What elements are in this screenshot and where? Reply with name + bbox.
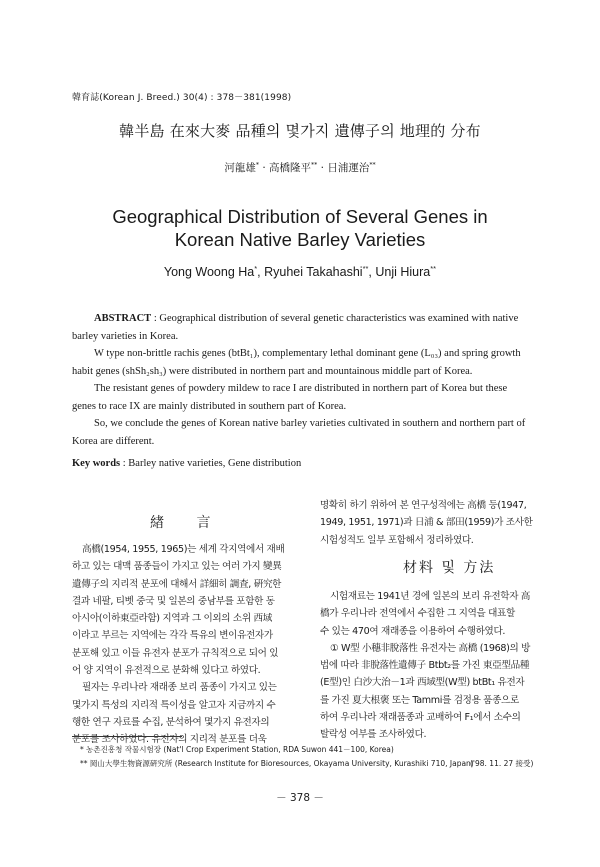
intro-continued: [320, 497, 538, 549]
body-line: 시험성적도 일부 포함해서 정리하였다.: [320, 534, 474, 546]
body-line: 수 있는 470여 재래종을 이용하여 수행하였다.: [320, 625, 506, 637]
author-name: Unji Hiura: [375, 265, 431, 280]
body-line: 몇가지 특성의 지리적 특이성을 알고자 지금까지 수: [72, 699, 276, 711]
abstract: [72, 310, 530, 450]
abstract-paragraph: [72, 310, 530, 345]
body-line: 행한 연구 자료를 수집, 분석하여 몇가지 유전자의: [72, 716, 270, 728]
title-line: Geographical Distribution of Several Genes in: [112, 206, 488, 227]
body-line: 橋가 우리나라 전역에서 수집한 그 지역을 대표할: [320, 608, 515, 620]
separator: ·: [259, 162, 270, 174]
body-line: 시험재료는 1941년 경에 일본의 보리 유전학자 高: [330, 591, 531, 602]
received-date: ('98. 11. 27 接受): [470, 759, 534, 768]
body-line: (E型)인 白沙大治－1과 西域型(W型) btBt₁ 유전자: [320, 677, 525, 689]
affiliation-mark: **: [311, 161, 318, 169]
affiliation-mark: **: [369, 161, 376, 169]
title-line: Korean Native Barley Varieties: [174, 229, 426, 250]
abstract-paragraph: W type non-brittle rachis genes (btBt₁), complementary lethal dominant gene (L₀₃) and spring growth habit genes (shSh₂sh₃) were distributed in northern part and mountainous middle part of Korea.: [72, 348, 521, 377]
author-name: 河龍雄: [224, 162, 256, 174]
korean-title: 韓半島 在來大麥 品種의 몇가지 遺傳子의 地理的 分布: [119, 122, 481, 140]
body-line: ① W型 小穗非脫落性 유전자는 高橋 (1968)의 방: [330, 642, 531, 654]
english-title: [0, 205, 600, 251]
abstract-text: : Geographical distribution of several genetic characteristics was examined with native barley varieties in Korea.: [72, 313, 519, 342]
separator: ,: [368, 265, 376, 280]
footnote-divider: [72, 736, 182, 737]
keywords: [72, 458, 301, 469]
body-line: 탈락성 여부를 조사하였다.: [320, 729, 427, 741]
body-line: 분포해 있고 이들 유전자 분포가 규칙적으로 되어 있: [72, 647, 279, 659]
body-line: 필자는 우리나라 재래종 보리 품종이 가지고 있는: [82, 682, 277, 694]
body-line: 이라고 부르는 지역에는 각각 특유의 변이유전자가: [72, 630, 273, 642]
affiliation-mark: **: [362, 264, 369, 273]
author-name: Yong Woong Ha: [163, 265, 255, 280]
author-name: 日浦運治: [327, 162, 370, 174]
english-authors: [0, 264, 600, 279]
keywords-text: : Barley native varieties, Gene distribution: [120, 458, 302, 469]
intro-body: [72, 541, 298, 749]
body-line: 하고 있는 대맥 품종들이 가지고 있는 여러 가지 變異: [72, 561, 282, 573]
body-line: 를 가진 夏大根褒 또는 Tammi를 검정용 품종으로: [320, 694, 519, 706]
separator: ·: [317, 162, 328, 174]
body-line: 분포를 조사하였다. 유전자의 지리적 분포를 더욱: [72, 734, 267, 746]
body-line: 결과 네팔, 티벳 중국 및 일본의 중남부를 포함한 동: [72, 595, 275, 607]
abstract-paragraph: So, we conclude the genes of Korean native barley varieties cultivated in southern and northern part of Korea are different.: [72, 418, 526, 447]
korean-authors: [0, 160, 600, 175]
author-name: 高橋隆平: [269, 162, 312, 174]
body-line: 高橋(1954, 1955, 1965)는 세계 각지역에서 재배: [82, 544, 285, 555]
keywords-label: Key words: [72, 458, 121, 469]
body-line: 명확히 하기 위하여 본 연구성적에는 高橋 등(1947,: [320, 500, 527, 511]
affiliation-mark: **: [430, 264, 437, 273]
footnote-2: ** 岡山大學生物資源硏究所 (Research Institute for Bioresources, Okayama University, Kurashiki 710, Japan): [80, 759, 474, 768]
methods-body: [320, 588, 538, 744]
page-number: － 378 －: [276, 792, 324, 804]
methods-heading: 材料 및 方法: [403, 560, 496, 576]
body-line: 遺傳子의 지리적 분포에 대해서 詳細히 調査, 硏究한: [72, 578, 282, 590]
journal-citation: 韓育誌(Korean J. Breed.) 30(4) : 378－381(1998): [72, 93, 292, 103]
body-line: 아시아(이하東亞라함) 지역과 그 이외의 소위 西域: [72, 613, 272, 625]
affiliation-mark: *: [255, 161, 260, 169]
separator: ,: [257, 265, 265, 280]
body-line: 1949, 1951, 1971)과 日浦 & 部田(1959)가 조사한: [320, 517, 533, 529]
author-name: Ryuhei Takahashi: [264, 265, 363, 280]
footnote-1: * 농촌진흥청 작물시험장 (Nat'l Crop Experiment Station, RDA Suwon 441－100, Korea): [80, 745, 394, 754]
abstract-label: ABSTRACT: [94, 313, 152, 324]
intro-heading: 緖 言: [150, 515, 225, 531]
body-line: 법에 따라 非脫落性遺傳子 Btbt₂를 가진 東亞型品種: [320, 660, 530, 672]
body-line: 하여 우리나라 재래품종과 교배하여 F₁에서 소수의: [320, 712, 521, 724]
body-line: 어 양 지역이 유전적으로 분화해 있다고 하였다.: [72, 665, 261, 677]
abstract-paragraph: The resistant genes of powdery mildew to race I are distributed in northern part of Korea but these genes to race IX are mainly distributed in southern part of Korea.: [72, 383, 508, 412]
affiliation-mark: *: [254, 264, 258, 273]
